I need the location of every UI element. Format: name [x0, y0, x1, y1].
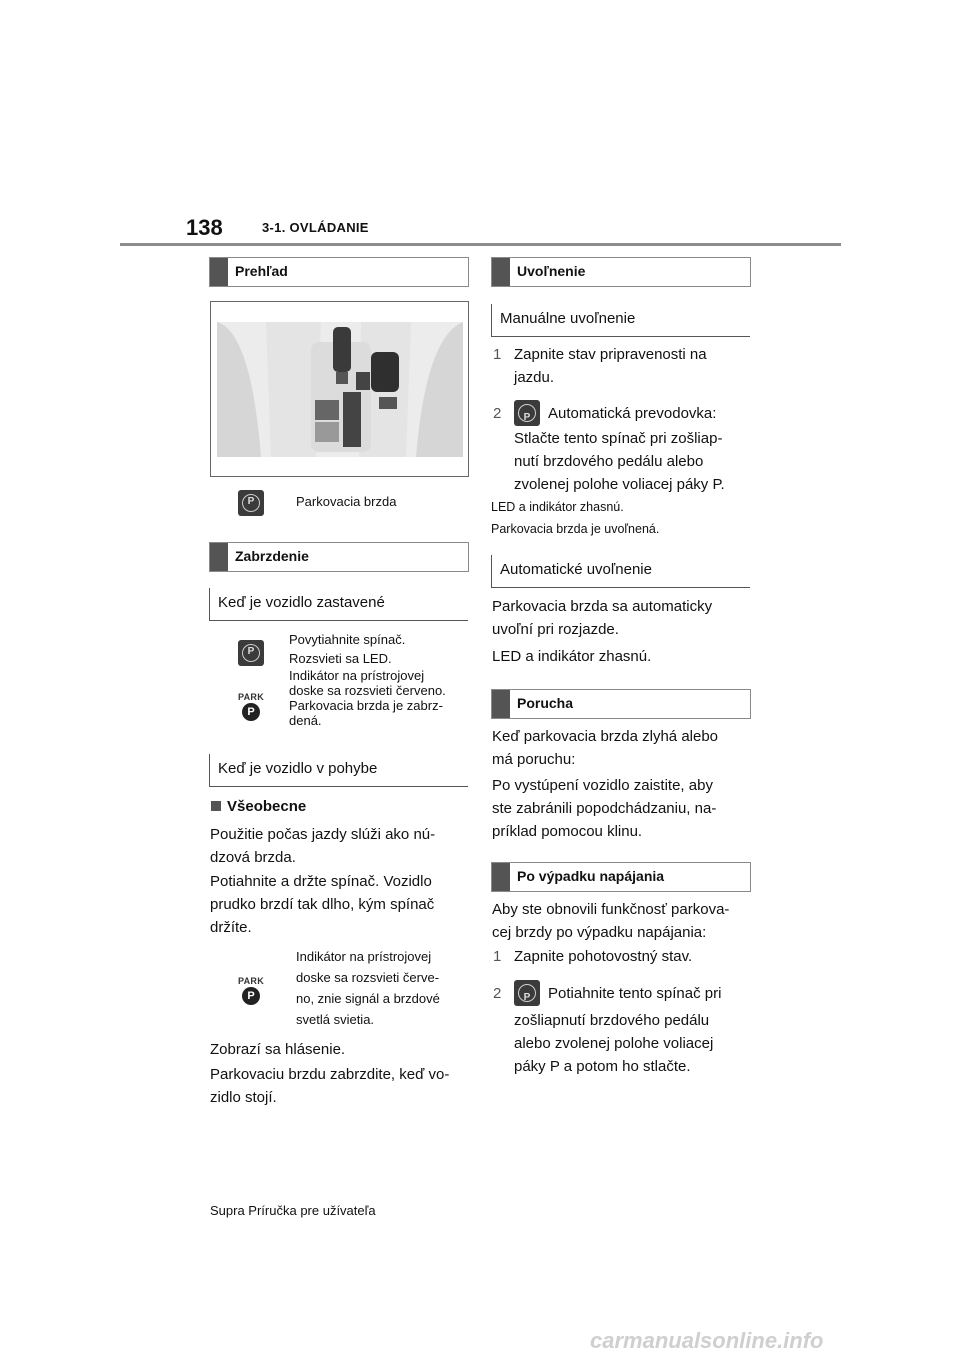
release-note-2: Parkovacia brzda je uvoľnená. [491, 522, 660, 536]
subheading-manual: Manuálne uvoľnenie [491, 304, 750, 337]
final-paragraph: Parkovaciu brzdu zabrzdite, keď vo- zidlo stojí. [210, 1066, 450, 1106]
section-title: Po výpadku napájania [517, 868, 665, 884]
message-text: Zobrazí sa hlásenie. [210, 1041, 346, 1058]
indicator-text: Indikátor na prístrojovej doske sa rozsvieti červe- no, znie signál a brzdové svetlá svietia. [296, 949, 440, 1027]
square-bullet-icon [211, 801, 221, 811]
malfunction-paragraph-2: Po vystúpení vozidlo zaistite, aby ste zabránili popodchádzaniu, na- príklad pomocou klinu. [492, 777, 717, 840]
parking-brake-icon: P [514, 980, 540, 1006]
parking-brake-icon: P [238, 640, 264, 666]
icon-caption: Parkovacia brzda [296, 494, 397, 509]
section-title: Uvoľnenie [517, 263, 586, 279]
general-paragraph-2: Potiahnite a držte spínač. Vozidlo prudko brzdí tak dlho, kým spínač držíte. [210, 873, 435, 936]
general-heading: Všeobecne [211, 795, 306, 818]
parking-brake-icon: P [238, 490, 264, 516]
page-number: 138 [186, 215, 223, 240]
section-title: Porucha [517, 695, 574, 711]
automatic-paragraph-2: LED a indikátor zhasnú. [492, 648, 652, 665]
section-prehlad [209, 257, 469, 287]
power-loss-intro: Aby ste obnovili funkčnosť parkova- cej brzdy po výpadku napájania: [492, 901, 730, 941]
parking-brake-icon: P [514, 400, 540, 426]
stationary-instructions: Povytiahnite spínač. Rozsvieti sa LED. Indikátor na prístrojovej doske sa rozsvieti červeno. Parkovacia brzda je zabrz- dená. [289, 632, 446, 728]
release-note-1: LED a indikátor zhasnú. [491, 500, 624, 514]
section-uvolnenie [491, 257, 751, 287]
section-title: Zabrzdenie [235, 548, 309, 564]
section-porucha [491, 689, 751, 719]
console-figure [210, 301, 469, 477]
subheading-automatic: Automatické uvoľnenie [491, 555, 750, 588]
park-indicator-icon: PARK P [236, 976, 266, 1008]
footer-text: Supra Príručka pre užívateľa [210, 1203, 376, 1218]
chapter-title: 3-1. OVLÁDANIE [262, 220, 369, 235]
general-paragraph-1: Použitie počas jazdy slúži ako nú- dzová brzda. [210, 826, 436, 866]
subheading-stationary: Keď je vozidlo zastavené [209, 588, 468, 621]
automatic-paragraph: Parkovacia brzda sa automaticky uvoľní pri rozjazde. [492, 598, 713, 638]
subheading-moving: Keď je vozidlo v pohybe [209, 754, 468, 787]
section-vypadok [491, 862, 751, 892]
park-indicator-icon: PARK P [236, 692, 266, 724]
malfunction-paragraph-1: Keď parkovacia brzda zlyhá alebo má poruchu: [492, 728, 719, 768]
header-rule [120, 243, 841, 246]
watermark: carmanualsonline.info [590, 1328, 824, 1353]
section-title: Prehľad [235, 263, 288, 279]
section-zabrzdenie [209, 542, 469, 572]
center-console-illustration [211, 302, 468, 476]
